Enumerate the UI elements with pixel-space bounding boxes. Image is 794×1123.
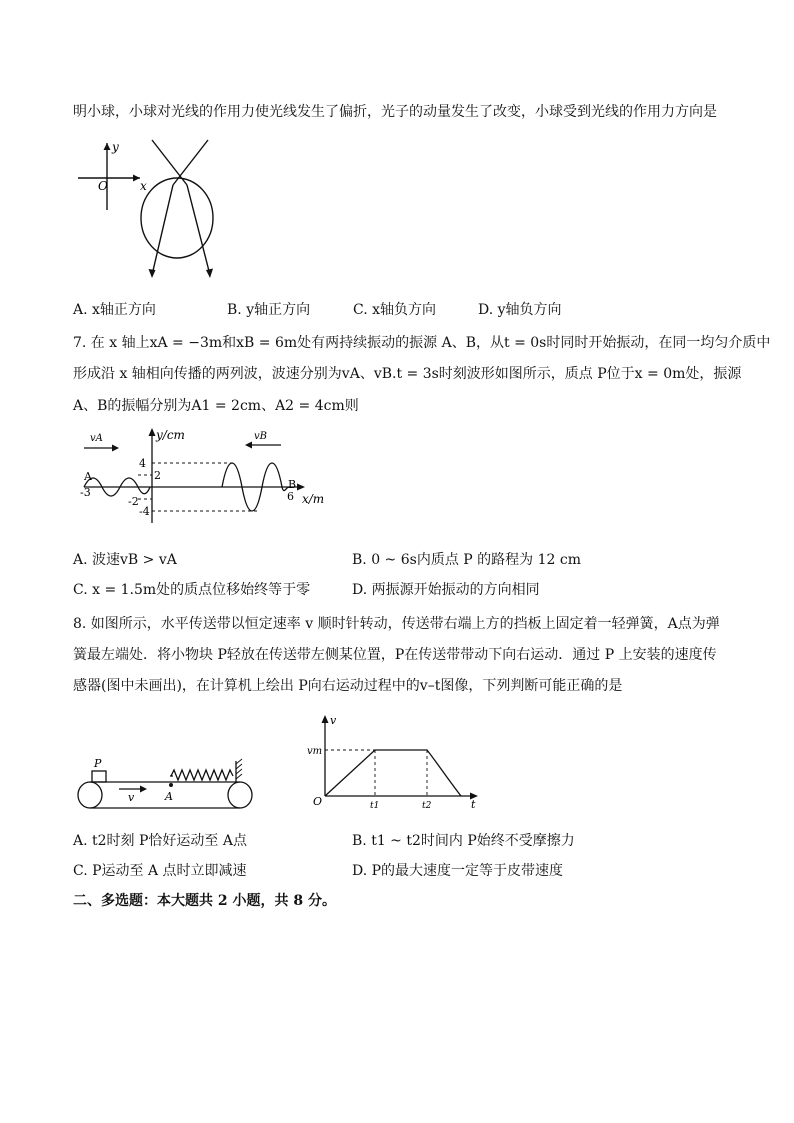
q8-option-a[interactable]: A. t2时刻 P恰好运动至 A点 [73, 833, 247, 849]
q8-origin-label: O [313, 795, 323, 808]
q8-v-label: v [330, 714, 337, 727]
q8-label-a: A [165, 790, 173, 803]
q7-stem-line3: A、B的振幅分别为A1 = 2cm、A2 = 4cm则 [73, 398, 359, 414]
q6-ray-arrow-left [149, 269, 156, 278]
q8-t2-label: t2 [422, 801, 432, 811]
q7-label-b: B [288, 478, 297, 491]
q8-stem-line3: 感器(图中未画出)，在计算机上绘出 P向右运动过程中的v–t图像，下列判断可能正确的是 [73, 678, 623, 694]
q7-label-a: A [84, 470, 92, 483]
q8-t-label: t [471, 798, 476, 811]
q8-belt-figure [74, 755, 264, 815]
q8-stem-line1: 8. 如图所示，水平传送带以恒定速率 v 顺时针转动，传送带右端上方的挡板上固定着一轻弹簧，A点为弹 [73, 616, 720, 632]
q7-tick-neg4: -4 [139, 505, 150, 518]
q8-block-p [92, 771, 106, 782]
q6-option-c[interactable]: C. x轴负方向 [353, 302, 437, 318]
q8-stem-line2: 簧最左端处．将小物块 P轻放在传送带左侧某位置，P在传送带带动下向右运动．通过 P 上安装的速度传 [73, 647, 717, 663]
q8-label-v: v [128, 791, 135, 804]
q6-ray-arrow-right [206, 269, 213, 279]
q8-spring [171, 770, 233, 780]
q7-stem-line2: 形成沿 x 轴相向传播的两列波，波速分别为vA、vB.t = 3s时刻波形如图所示，质点 P位于x = 0m处，振源 [73, 366, 742, 382]
q7-stem-line1: 7. 在 x 轴上xA = −3m和xB = 6m处有两持续振动的振源 A、B，从t = 0s时同时开始振动，在同一均匀介质中 [73, 335, 771, 351]
q8-option-c[interactable]: C. P运动至 A 点时立即减速 [73, 863, 247, 879]
q7-tick-neg2: -2 [128, 495, 139, 508]
q7-option-a[interactable]: A. 波速vB > vA [73, 552, 177, 568]
q7-tick-6: 6 [287, 490, 294, 503]
q6-y-label: y [112, 140, 119, 154]
q7-tick-neg3: -3 [80, 486, 91, 499]
q7-vb-label: vB [254, 431, 267, 442]
q7-va-label: vA [90, 433, 103, 444]
q7-option-c[interactable]: C. x = 1.5m处的质点位移始终等于零 [73, 582, 311, 598]
q6-x-label: x [140, 179, 147, 193]
q7-tick-2: 2 [154, 469, 161, 482]
q6-option-a[interactable]: A. x轴正方向 [73, 302, 156, 318]
q7-tick-4: 4 [139, 457, 146, 470]
q8-option-b[interactable]: B. t1 ~ t2时间内 P始终不受摩擦力 [352, 833, 575, 849]
q6-figure [70, 135, 230, 290]
q8-vt-curve [325, 750, 461, 796]
q7-wave-figure [76, 425, 346, 535]
q7-option-b[interactable]: B. 0 ~ 6s内质点 P 的路程为 12 cm [352, 552, 581, 568]
q6-origin-label: O [98, 179, 108, 193]
q8-option-d[interactable]: D. P的最大速度一定等于皮带速度 [352, 863, 564, 879]
q8-label-p: P [94, 757, 102, 770]
q6-option-d[interactable]: D. y轴负方向 [478, 302, 562, 318]
q8-vm-label: vm [307, 746, 323, 757]
q7-option-d[interactable]: D. 两振源开始振动的方向相同 [352, 582, 540, 598]
q8-t1-label: t1 [370, 801, 380, 811]
q7-x-axis-label: x/m [302, 492, 325, 506]
q7-y-axis-label: y/cm [156, 428, 185, 442]
q8-point-a [169, 783, 173, 787]
section-heading-multiple-choice: 二、多选题：本大题共 2 小题，共 8 分。 [73, 893, 336, 909]
q6-stem: 明小球，小球对光线的作用力使光线发生了偏折，光子的动量发生了改变，小球受到光线的作用力方向是 [73, 104, 717, 120]
q6-option-b[interactable]: B. y轴正方向 [227, 302, 311, 318]
q8-vt-figure [305, 712, 485, 812]
